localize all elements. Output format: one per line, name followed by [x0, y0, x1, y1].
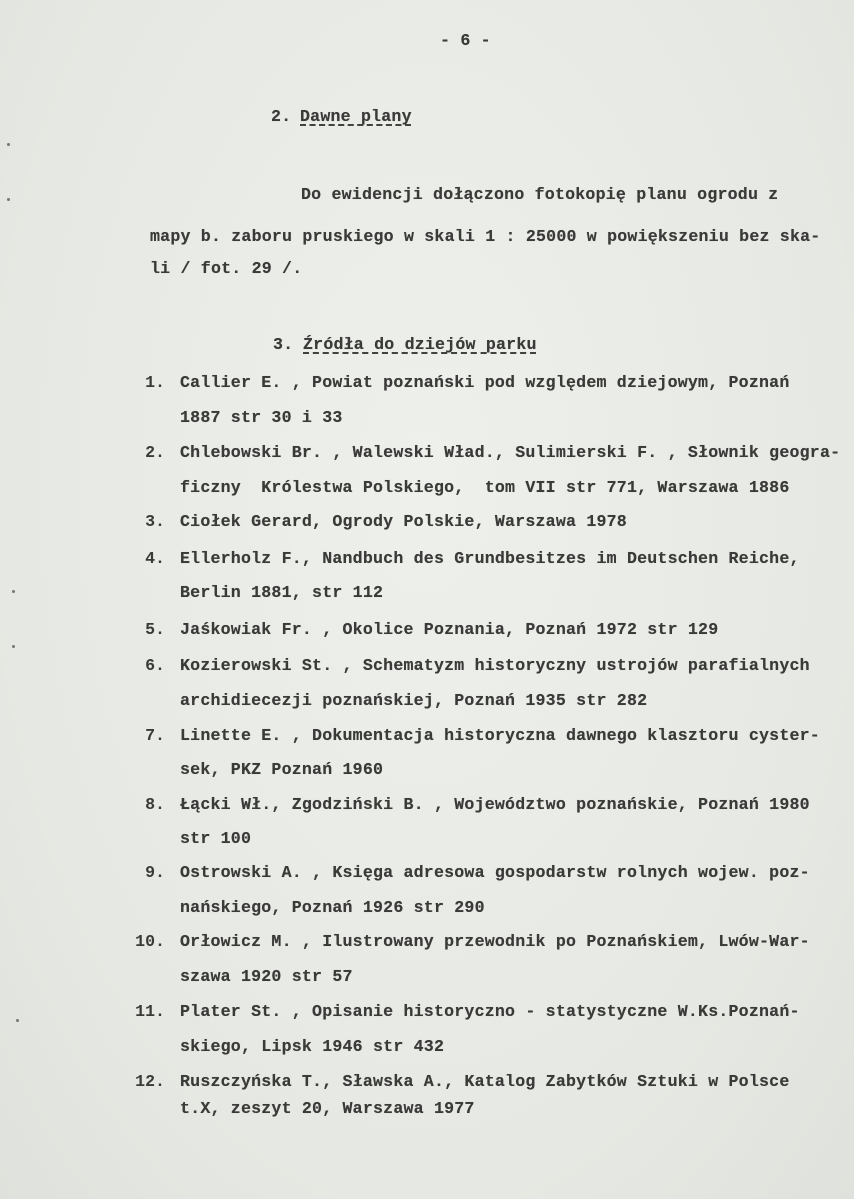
scan-mark [12, 645, 15, 648]
reference-line: Orłowicz M. , Ilustrowany przewodnik po Poznańskiem, Lwów-War- [180, 932, 810, 951]
reference-line: Jaśkowiak Fr. , Okolice Poznania, Poznań 1972 str 129 [180, 620, 719, 639]
reference-line: Ruszczyńska T., Sławska A., Katalog Zabytków Sztuki w Polsce [180, 1072, 790, 1091]
section-2-title: Dawne plany [300, 107, 412, 126]
reference-number: 12. [135, 1072, 165, 1091]
reference-line: Plater St. , Opisanie historyczno - statystyczne W.Ks.Poznań- [180, 1002, 800, 1021]
reference-number: 3. [145, 512, 165, 531]
scan-mark [12, 590, 15, 593]
scan-mark [7, 198, 10, 201]
paragraph-line: li / fot. 29 /. [150, 259, 303, 278]
reference-line: sek, PKZ Poznań 1960 [180, 760, 384, 779]
section-2-number: 2. [271, 107, 292, 126]
reference-line: 1887 str 30 i 33 [180, 408, 343, 427]
scan-mark [16, 1019, 19, 1022]
reference-line: t.X, zeszyt 20, Warszawa 1977 [180, 1099, 475, 1118]
paragraph-line: mapy b. zaboru pruskiego w skali 1 : 25000 w powiększeniu bez ska- [150, 227, 821, 246]
reference-number: 5. [145, 620, 165, 639]
reference-line: Ciołek Gerard, Ogrody Polskie, Warszawa 1978 [180, 512, 627, 531]
section-3-number: 3. [273, 335, 294, 354]
reference-line: Ostrowski A. , Księga adresowa gospodarstw rolnych wojew. poz- [180, 863, 810, 882]
reference-line: Łącki Wł., Zgodziński B. , Województwo poznańskie, Poznań 1980 [180, 795, 810, 814]
reference-line: archidiecezji poznańskiej, Poznań 1935 str 282 [180, 691, 648, 710]
reference-line: Berlin 1881, str 112 [180, 583, 384, 602]
reference-line: szawa 1920 str 57 [180, 967, 353, 986]
reference-number: 8. [145, 795, 165, 814]
reference-number: 1. [145, 373, 165, 392]
reference-number: 4. [145, 549, 165, 568]
reference-number: 6. [145, 656, 165, 675]
reference-number: 10. [135, 932, 165, 951]
reference-line: Kozierowski St. , Schematyzm historyczny ustrojów parafialnych [180, 656, 810, 675]
reference-line: Ellerholz F., Nandbuch des Grundbesitzes im Deutschen Reiche, [180, 549, 800, 568]
paragraph-line: Do ewidencji dołączono fotokopię planu ogrodu z [301, 185, 779, 204]
reference-line: Linette E. , Dokumentacja historyczna dawnego klasztoru cyster- [180, 726, 820, 745]
scan-mark [7, 143, 10, 146]
page-number: - 6 - [440, 31, 491, 50]
reference-line: skiego, Lipsk 1946 str 432 [180, 1037, 445, 1056]
reference-number: 7. [145, 726, 165, 745]
reference-line: str 100 [180, 829, 252, 848]
reference-line: Chlebowski Br. , Walewski Wład., Sulimierski F. , Słownik geogra- [180, 443, 841, 462]
reference-number: 11. [135, 1002, 165, 1021]
reference-line: ficzny Królestwa Polskiego, tom VII str 771, Warszawa 1886 [180, 478, 790, 497]
reference-number: 9. [145, 863, 165, 882]
reference-number: 2. [145, 443, 165, 462]
section-3-title: Źródła do dziejów parku [303, 335, 537, 354]
reference-line: Callier E. , Powiat poznański pod względem dziejowym, Poznań [180, 373, 790, 392]
reference-line: nańskiego, Poznań 1926 str 290 [180, 898, 485, 917]
